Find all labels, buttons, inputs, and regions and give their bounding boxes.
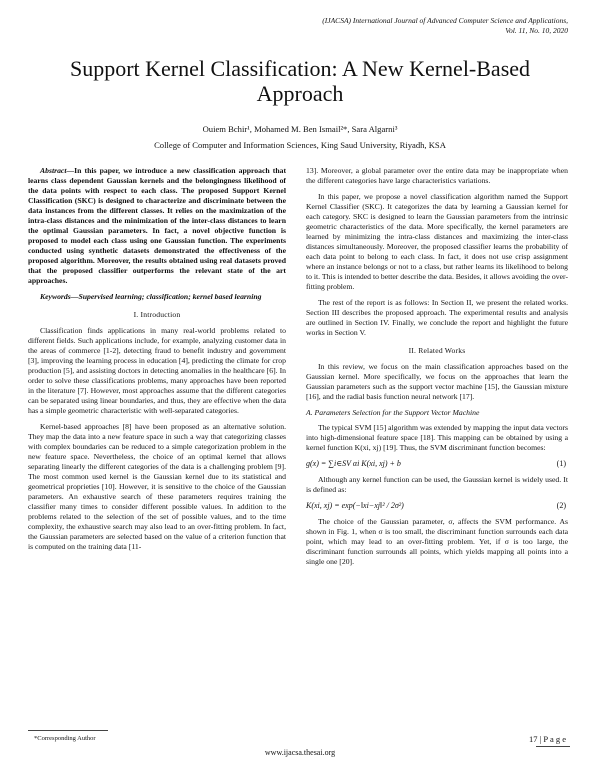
page-number-rule (536, 746, 570, 747)
equation-2-number: (2) (556, 501, 566, 510)
abstract-text: In this paper, we introduce a new classification approach that learns class dependent Gaussian kernels and the belongingness likelihood of the data points with respect to each class. The proposed Support Kernel Classification (SKC) is designed to characterize and discriminate between the data instances from the different classes. It relies on the maximization of the intra-class distances and the minimization of the inter-class distances to learn the optimal Gaussian parameters. In fact, a novel objective function is proposed to model each class using one Gaussian function. The experiments conducted using synthetic datasets demonstrated the effectiveness of the proposed algorithm. Moreover, the results obtained using real datasets proved that the proposed classifier outperforms the relevant state of the art approaches. (28, 166, 286, 285)
journal-header-line1: (IJACSA) International Journal of Advanced Computer Science and Applications, (322, 16, 568, 25)
left-column (28, 166, 286, 558)
section-2-heading: II. Related Works (408, 346, 466, 355)
paper-title: Support Kernel Classification: A New Kernel-Based Approach (69, 56, 531, 106)
equation-1-number: (1) (556, 459, 566, 468)
footnote: *Corresponding Author (34, 735, 96, 742)
keywords: Keywords—Supervised learning; classification; kernel based learning (40, 292, 262, 301)
equation-1 (306, 459, 568, 469)
journal-header (228, 16, 568, 36)
keywords-text: Supervised learning; classification; kernel based learning (78, 292, 262, 301)
right-column (306, 166, 568, 573)
abstract-label: Abstract (40, 166, 67, 175)
abstract: Abstract—In this paper, we introduce a new classification approach that learns class dependent Gaussian kernels and the belongingness likelihood of the data points with respect to each class. The proposed Support Kernel Classification (SKC) is designed to characterize and discriminate between the data instances from the different classes. It relies on the maximization of the intra-class distances and the minimization of the inter-class distances to learn the optimal Gaussian parameters. In fact, a novel objective function is proposed to model each class using one Gaussian function. The experiments conducted using synthetic datasets demonstrated the effectiveness of the proposed algorithm. Moreover, the results obtained using real datasets proved that the proposed classifier outperforms the relevant state of the art approaches. (28, 166, 286, 285)
journal-header-line2: Vol. 11, No. 10, 2020 (505, 26, 568, 35)
subsection-a-heading: A. Parameters Selection for the Support Vector Machine (306, 408, 480, 417)
footnote-divider (28, 730, 108, 731)
section-1-heading: I. Introduction (133, 310, 181, 319)
section-1-paragraph-1: Classification finds applications in many real-world problems related to different fields. Such applications include, for example, analyzing customer data in the areas of commerce [1-2], detecting fraud to benefit industry and government [3], improving the learning process in education [4], predicting the climate for crop production [5], and assisting doctors in detecting anomalies in the healthcare [6]. In order to solve these classifications problems, many approaches have been reported in the literature [7]. However, most approaches assume that the different categories can be separated using linear boundaries, and thus, they are effective when the data has a simple geometric characteristic with well-separated categories. (28, 326, 286, 415)
affiliation: College of Computer and Information Sciences, King Saud University, Riyadh, KSA (154, 140, 446, 150)
subsection-a-paragraph-3: The choice of the Gaussian parameter, σ, affects the SVM performance. As shown in Fig. 1, when σ is too small, the discriminant function surrounds each data point, which may lead to an over-fitting problem. Yet, if σ is too large, the discriminant function surrounds all points, which yields mapping all points into a single one [20]. (306, 517, 568, 566)
section-2-paragraph-1: In this review, we focus on the main classification approaches based on the Gaussian kernel. More specifically, we focus on the approaches that learn the Gaussian parameters such as the support vector machine [15], the Gaussian mixture [16], and the radial basis function neural network [17]. (306, 362, 568, 401)
right-paragraph-2: The rest of the report is as follows: In Section II, we present the related works. Section III describes the proposed approach. The experimental results and analysis are outlined in Section IV. Finally, we conclude the report and highlight the future works in Section V. (306, 298, 568, 337)
page-number: 17 | P a g e (528, 734, 566, 744)
equation-2-body: K(xi, xj) = exp(−‖xi−xj‖² / 2σ²) (306, 501, 404, 510)
right-paragraph-0: 13]. Moreover, a global parameter over the entire data may be inappropriate when the different categories have large characteristics variations. (306, 166, 568, 185)
right-paragraph-1: In this paper, we propose a novel classification algorithm named the Support Kernel Classifier (SKC). It categorizes the data by learning a Gaussian kernel for each category. SKC is designed to learn the Gaussian parameters from the intrinsic geometric characteristics of the data. More specifically, the kernel parameters are learned by minimizing the intra-class distances and maximizing the inter-class distances simultaneously. Moreover, the proposed classifier learns the probability of each data point to belong to each class. In fact, it does not use crisp assignment where an instance belongs or not to a class, but rather learns its likelihood to belong to it. This is intended to better describe the data. Besides, it allows avoiding the over-fitting problem. (306, 192, 568, 291)
equation-2 (306, 501, 568, 511)
subsection-a-paragraph-1: The typical SVM [15] algorithm was extended by mapping the input data vectors into high-dimensional feature space [18]. This mapping can be obtained by using a kernel function K(xi, xj) [19]. Thus, the SVM discriminant function becomes: (306, 423, 568, 452)
authors: Ouiem Bchir¹, Mohamed M. Ben Ismail²*, Sara Algarni³ (202, 124, 398, 134)
section-1-paragraph-2: Kernel-based approaches [8] have been proposed as an alternative solution. They map the data into a new feature space in such a way that categorizing classes with complex boundaries can be reduced to a simple categorization problem in the new feature space. Nevertheless, the choice of an optimal kernel that allows separating linearly the different categories of the data is a challenging problem [9]. The most common used kernel is the Gaussian kernel due to its statistical and geometrical proprieties [10]. However, it is sensitive to the choice of the Gaussian parameters. An exhaustive search of these parameters requires training the classifier many times to consider different possible values. In addition to the problems related to the selection of the set of possible values, and to the time complexity, the exhaustive search may also lead to an over-fitting problem. In fact, the Gaussian parameters are selected based on the value of a criterion function that is computed on the training data [11- (28, 422, 286, 551)
journal-url[interactable]: www.ijacsa.thesai.org (264, 748, 336, 757)
equation-1-body: g(x) = ∑i∈SV αi K(xi, xj) + b (306, 459, 401, 468)
subsection-a-paragraph-2: Although any kernel function can be used, the Gaussian kernel is widely used. It is defined as: (306, 475, 568, 494)
keywords-label: Keywords (40, 292, 71, 301)
